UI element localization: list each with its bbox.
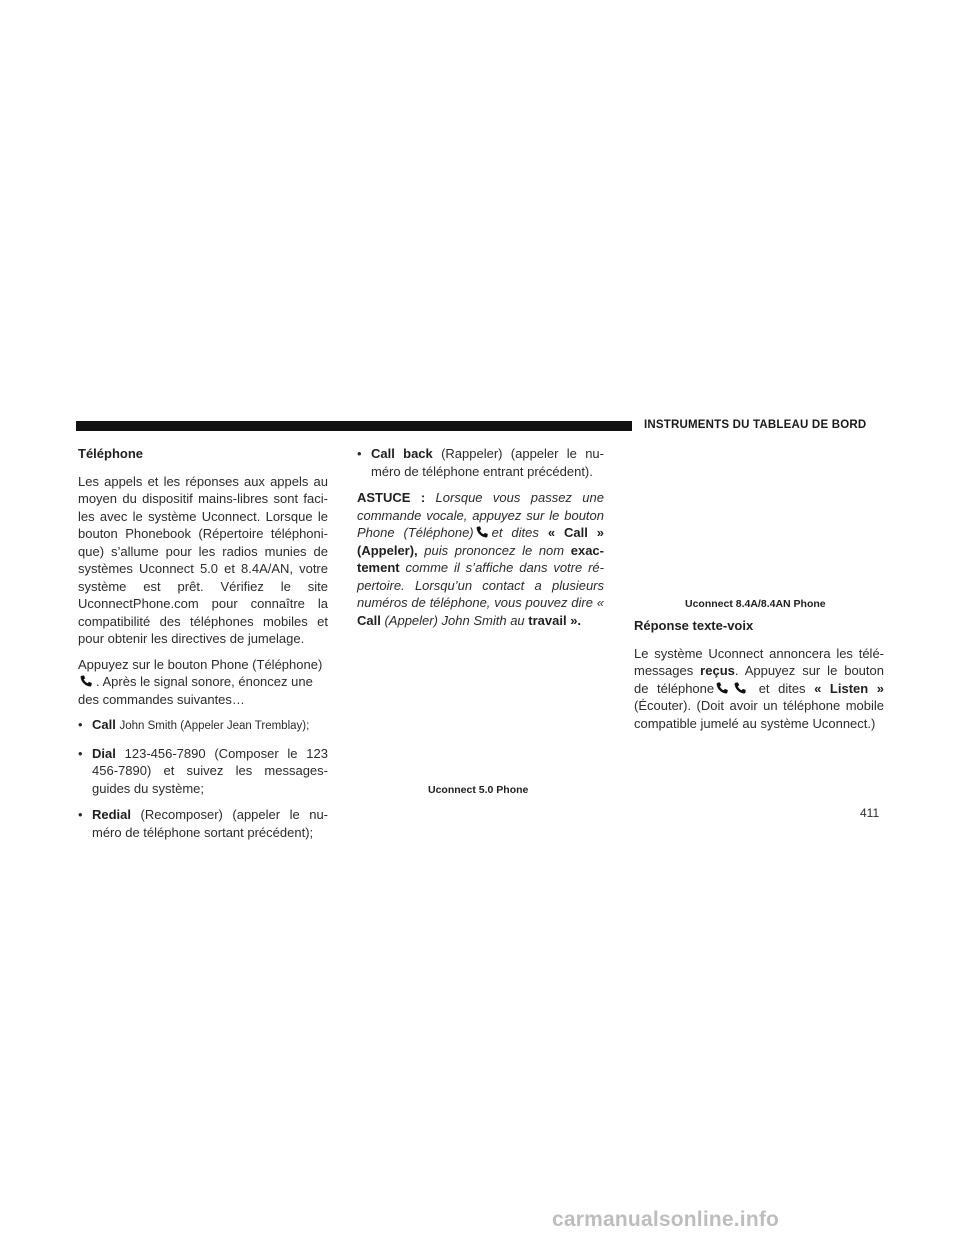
command-list bbox=[78, 716, 328, 841]
tip-bold-travail: travail ». bbox=[528, 612, 582, 628]
command-name: Call back bbox=[371, 446, 433, 461]
heading-telephone: Téléphone bbox=[78, 446, 144, 461]
tip-text-3: puis prononcez le nom bbox=[424, 542, 565, 558]
caption-uconnect-50: Uconnect 5.0 Phone bbox=[428, 784, 529, 796]
phone-icon bbox=[476, 526, 490, 538]
tip-paragraph bbox=[357, 489, 604, 629]
list-item bbox=[78, 745, 328, 798]
ttv-text-3: et dites bbox=[758, 680, 806, 696]
page-number: 411 bbox=[860, 806, 880, 820]
tip-bold-call: « Call » (Appeler), bbox=[357, 525, 604, 558]
column-right bbox=[634, 617, 884, 740]
command-name: Dial bbox=[92, 745, 116, 761]
column-middle bbox=[357, 445, 604, 637]
ttv-text-4: (Écouter). (Doit avoir un téléphone mobile compatible jumelé au système Uconnect.) bbox=[634, 698, 884, 731]
caption-uconnect-84: Uconnect 8.4A/8.4AN Phone bbox=[685, 598, 826, 610]
command-name: Redial bbox=[92, 807, 132, 822]
ttv-bold-recus: reçus bbox=[700, 663, 735, 678]
command-desc: John Smith (Appeler Jean Tremblay); bbox=[119, 720, 310, 732]
press-phone-text: Appuyez sur le bouton Phone (Téléphone) bbox=[78, 656, 323, 672]
phone-icon bbox=[716, 682, 730, 694]
command-desc: 123-456-7890 (Composer le 123 456-7890) et suivez les messages-guides du système; bbox=[92, 745, 328, 796]
column-left bbox=[78, 445, 328, 850]
command-desc: (Recomposer) (appeler le nu-méro de téléphone sortant précédent); bbox=[92, 807, 328, 840]
phone-icon bbox=[80, 675, 94, 687]
command-list-continued bbox=[357, 445, 604, 480]
list-item bbox=[78, 716, 328, 736]
section-header-title: INSTRUMENTS DU TABLEAU DE BORD bbox=[644, 419, 867, 431]
command-name: Call bbox=[92, 717, 116, 732]
tip-text-5: (Appeler) John Smith au bbox=[384, 612, 525, 628]
tip-text-4: comme il s’affiche dans votre ré-pertoire. Lorsqu’un contact a plusieurs numéros de téléphone, vous pouvez dire « bbox=[357, 560, 604, 610]
heading-reponse-texte-voix: Réponse texte-voix bbox=[634, 618, 754, 633]
list-item bbox=[357, 445, 604, 480]
ttv-text-1: Le système Uconnect annoncera les télé-messages bbox=[634, 645, 884, 678]
ttv-bold-listen: « Listen » bbox=[814, 680, 884, 696]
phone-icon bbox=[734, 682, 748, 694]
command-desc: (Rappeler) (appeler le nu-méro de téléphone entrant précédent). bbox=[371, 446, 604, 479]
paragraph-intro: Les appels et les réponses aux appels au moyen du dispositif mains-libres sont faci-les avec le système Uconnect. Lorsque le bouton Phonebook (Répertoire téléphoni-que) s’allume pour les radios munies de systèmes Uconnect 5.0 et 8.4A/AN, votre système est prêt. Vérifiez le site UconnectPhone.com pour connaître la compatibilité des téléphones mobiles et pour obtenir les directives de jumelage. bbox=[78, 473, 328, 646]
press-phone-text-after: . Après le signal sonore, énoncez une des commandes suivantes… bbox=[78, 674, 313, 707]
list-item bbox=[78, 806, 328, 841]
tip-bold-exactement: exac-tement bbox=[357, 542, 604, 575]
watermark-text: carmanualsonline.info bbox=[552, 1208, 780, 1231]
paragraph-press-phone bbox=[78, 656, 328, 709]
header-bar bbox=[76, 421, 632, 431]
ttv-text-2: . Appuyez sur le bouton de téléphone bbox=[634, 663, 884, 696]
tip-text-1: Lorsque vous passez une commande vocale, appuyez sur le bouton Phone (Téléphone) bbox=[357, 490, 604, 540]
tip-text-2: et dites bbox=[491, 525, 539, 540]
tip-bold-call-2: Call bbox=[357, 612, 381, 628]
paragraph-text-to-voice bbox=[634, 645, 884, 733]
tip-label: ASTUCE : bbox=[357, 490, 426, 505]
